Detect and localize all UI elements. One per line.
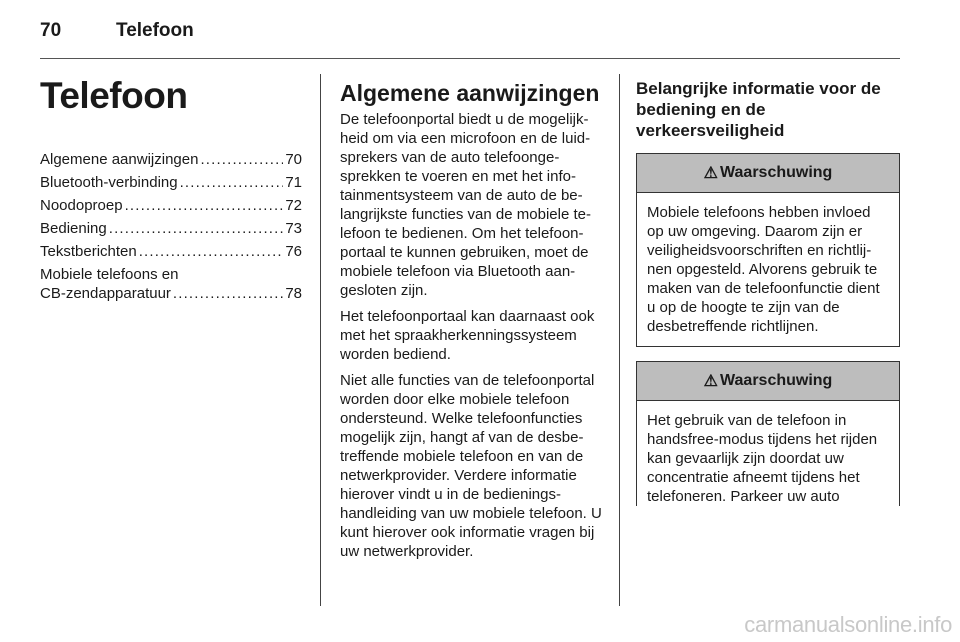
- toc-item[interactable]: [40, 219, 302, 238]
- toc-item-page: 78: [285, 285, 302, 302]
- toc-item[interactable]: [40, 173, 302, 192]
- toc-leader-dots: [173, 284, 283, 303]
- toc-item[interactable]: [40, 265, 302, 303]
- chapter-title: Telefoon: [40, 75, 188, 116]
- header-rule: [40, 58, 900, 59]
- toc-column: [40, 76, 302, 307]
- warning-title: Waarschuwing: [720, 164, 833, 181]
- warning-icon: ⚠: [703, 165, 719, 182]
- toc-item-label: Mobiele telefoons en: [40, 266, 179, 283]
- toc-leader-dots: [180, 173, 284, 192]
- toc-item-page: 76: [285, 243, 302, 260]
- toc-leader-dots: [125, 196, 284, 215]
- warning-title: Waarschuwing: [720, 372, 833, 389]
- toc-item-label: Bediening: [40, 220, 107, 237]
- subsection-heading: Belangrijke informatie voor de bediening en de verkeersveiligheid: [636, 79, 881, 140]
- watermark: carmanualsonline.info: [744, 612, 952, 637]
- toc-list: [40, 150, 302, 261]
- warning-text: Het gebruik van de telefoon in handsfree-modus tijdens het rijden kan gevaarlijk zijn doordat uw concentratie afneemt tijdens het telefoneren. Parkeer uw auto: [647, 412, 878, 505]
- column-divider-1: [320, 74, 321, 606]
- paragraph: Het telefoonportaal kan daarnaast ook met het spraakherkenningssysteem worden bediend.: [340, 308, 595, 363]
- paragraph: Niet alle functies van de telefoonportal worden door elke mobiele telefoon ondersteund. Welke telefoonfuncties mogelijk zijn, hangt af van de desbetreffende mobiele telefoon en van de netwerkprovider. Verdere informatie hierover vindt u in de bedieningshandleiding van uw mobiele telefoon. U kunt hierover ook informatie vragen bij uw netwerkprovider.: [340, 372, 602, 560]
- toc-leader-dots: [200, 150, 283, 169]
- warning-header: [637, 362, 899, 401]
- toc-item-label: Bluetooth-verbinding: [40, 174, 178, 191]
- toc-item-page: 72: [285, 197, 302, 214]
- toc-item[interactable]: [40, 242, 302, 261]
- running-title: Telefoon: [116, 20, 194, 41]
- toc-leader-dots: [109, 219, 284, 238]
- toc-item[interactable]: [40, 196, 302, 215]
- safety-column: [636, 78, 900, 520]
- toc-leader-dots: [139, 242, 284, 261]
- paragraph: De telefoonportal biedt u de mogelijkheid om via een microfoon en de luidsprekers van de auto telefoongesprekken te voeren en met het infotainmentsysteem van de auto de belangrijkste functies van de mobiele telefoon te bedienen. Om het telefoonportaal te kunnen gebruiken, moet de mobiele telefoon via Bluetooth aangesloten zijn.: [340, 111, 591, 299]
- column-divider-2: [619, 74, 620, 606]
- warning-header: [637, 154, 899, 193]
- toc-item-label: Algemene aanwijzingen: [40, 151, 199, 168]
- warning-text: Mobiele telefoons hebben invloed op uw omgeving. Daarom zijn er veiligheidsvoorschriften en richtlijnen opgesteld. Alvorens gebruik te maken van de telefoonfunctie dient u op de hoogte te zijn van de desbetreffende richtlijnen.: [647, 204, 880, 335]
- toc-item-label: Noodoproep: [40, 197, 123, 214]
- warning-icon: ⚠: [703, 373, 719, 390]
- toc-item[interactable]: [40, 150, 302, 169]
- toc-item-page: 73: [285, 220, 302, 237]
- toc-item-page: 71: [285, 174, 302, 191]
- general-column: [340, 80, 603, 568]
- warning-box: [636, 153, 900, 347]
- page-number: 70: [40, 20, 62, 41]
- toc-item-label: CB-zendapparatuur: [40, 285, 171, 302]
- toc-item-page: 70: [285, 151, 302, 168]
- warning-box: [636, 361, 900, 506]
- section-heading: Algemene aanwijzingen: [340, 80, 600, 106]
- toc-item-label: Tekstberichten: [40, 243, 137, 260]
